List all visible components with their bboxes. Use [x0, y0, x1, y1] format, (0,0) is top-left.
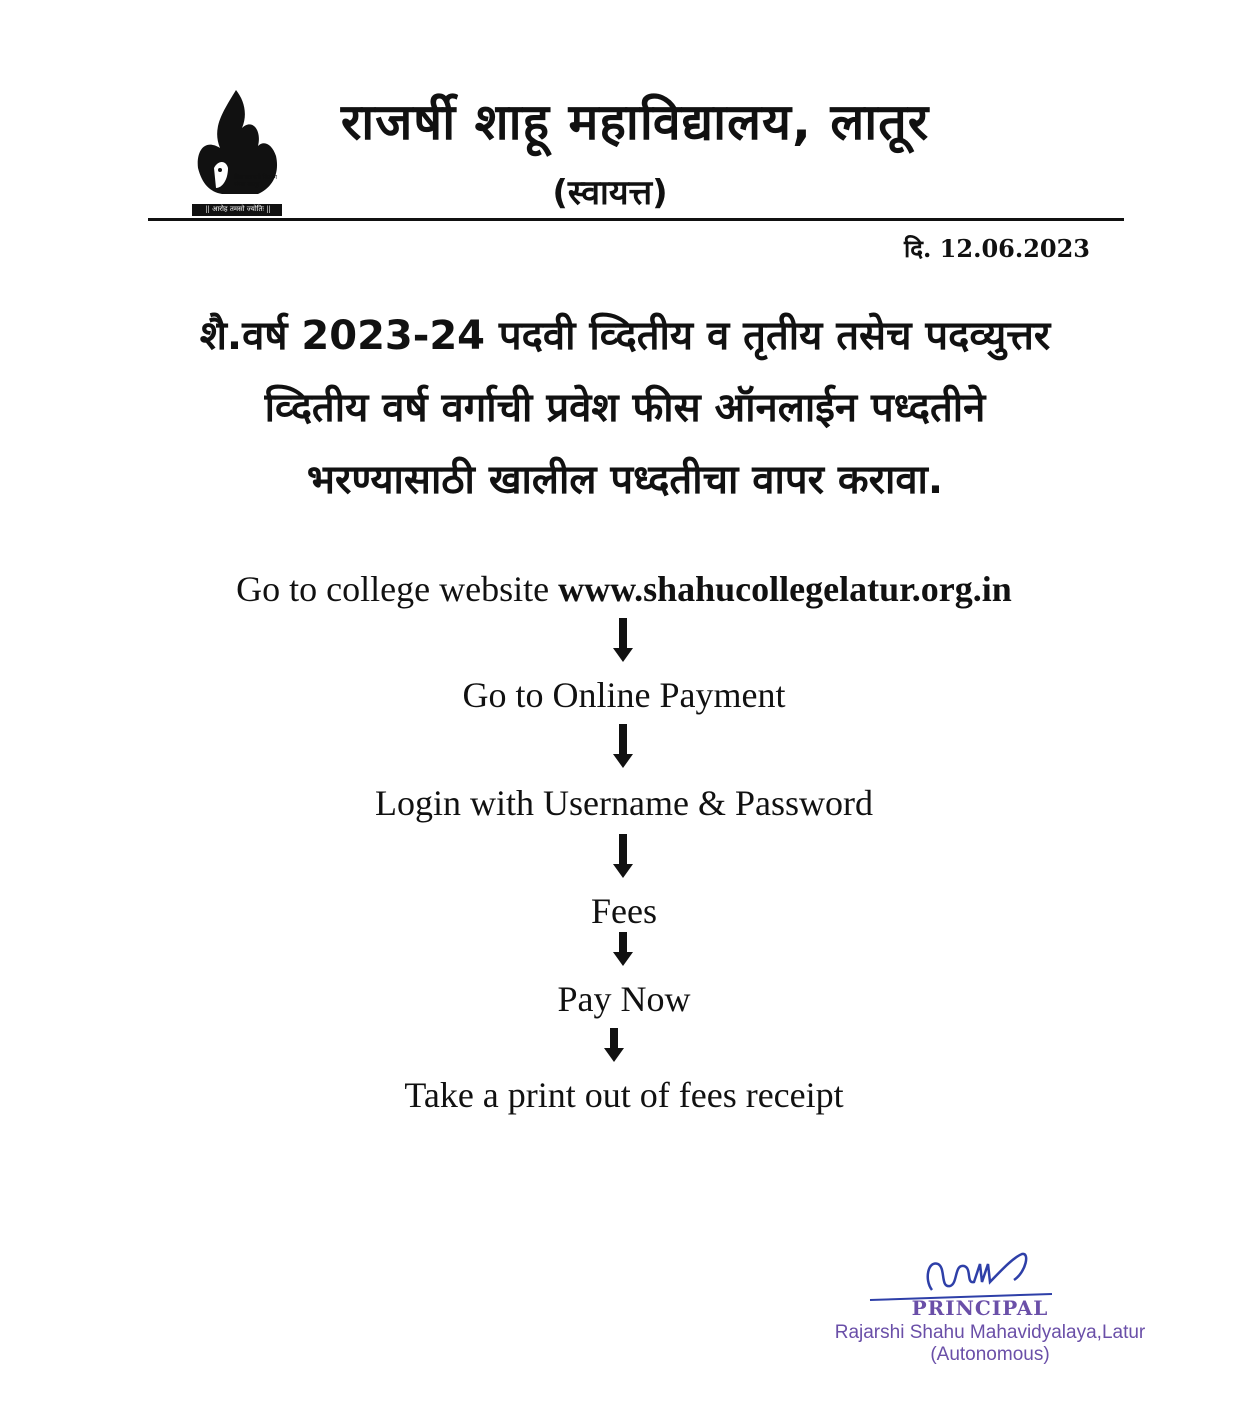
step-website-prefix: Go to college website [236, 569, 559, 609]
header-divider [148, 218, 1124, 221]
heading-line-1: शै.वर्ष 2023-24 पदवी व्दितीय व तृतीय तसेच पदव्युत्तर [199, 313, 1051, 359]
logo-text: शिव छत्रपती शिक्षण संस्था लातूर [234, 174, 277, 188]
down-arrow-icon [611, 834, 635, 880]
principal-status: (Autonomous) [930, 1344, 1050, 1365]
step-login: Login with Username & Password [375, 783, 873, 823]
down-arrow-icon [611, 724, 635, 770]
step-pay-now: Pay Now [557, 979, 691, 1019]
autonomous-label: (स्वायत्त) [552, 173, 668, 213]
logo-motto: || आरोह तमसो ज्योतिः || [205, 205, 271, 213]
college-name: राजर्षी शाहू महाविद्यालय, लातूर [340, 93, 930, 151]
step-visit-website [0, 568, 1248, 610]
notice-heading [110, 300, 1140, 516]
down-arrow-icon [611, 932, 635, 968]
heading-line-3: भरण्यासाठी खालील पध्दतीचा वापर करावा. [306, 457, 944, 503]
college-website-url[interactable]: www.shahucollegelatur.org.in [558, 569, 1012, 609]
principal-title: PRINCIPAL [911, 1296, 1049, 1320]
down-arrow-icon [602, 1028, 626, 1064]
step-online-payment: Go to Online Payment [462, 675, 786, 715]
college-logo [192, 88, 284, 218]
step-print-receipt: Take a print out of fees receipt [404, 1075, 844, 1115]
down-arrow-icon [611, 618, 635, 664]
notice-date: दि. 12.06.2023 [904, 234, 1090, 263]
step-fees: Fees [591, 891, 657, 931]
heading-line-2: व्दितीय वर्ष वर्गाची प्रवेश फीस ऑनलाईन पध्दतीने [264, 385, 986, 431]
principal-organization: Rajarshi Shahu Mahavidyalaya,Latur [834, 1322, 1146, 1343]
